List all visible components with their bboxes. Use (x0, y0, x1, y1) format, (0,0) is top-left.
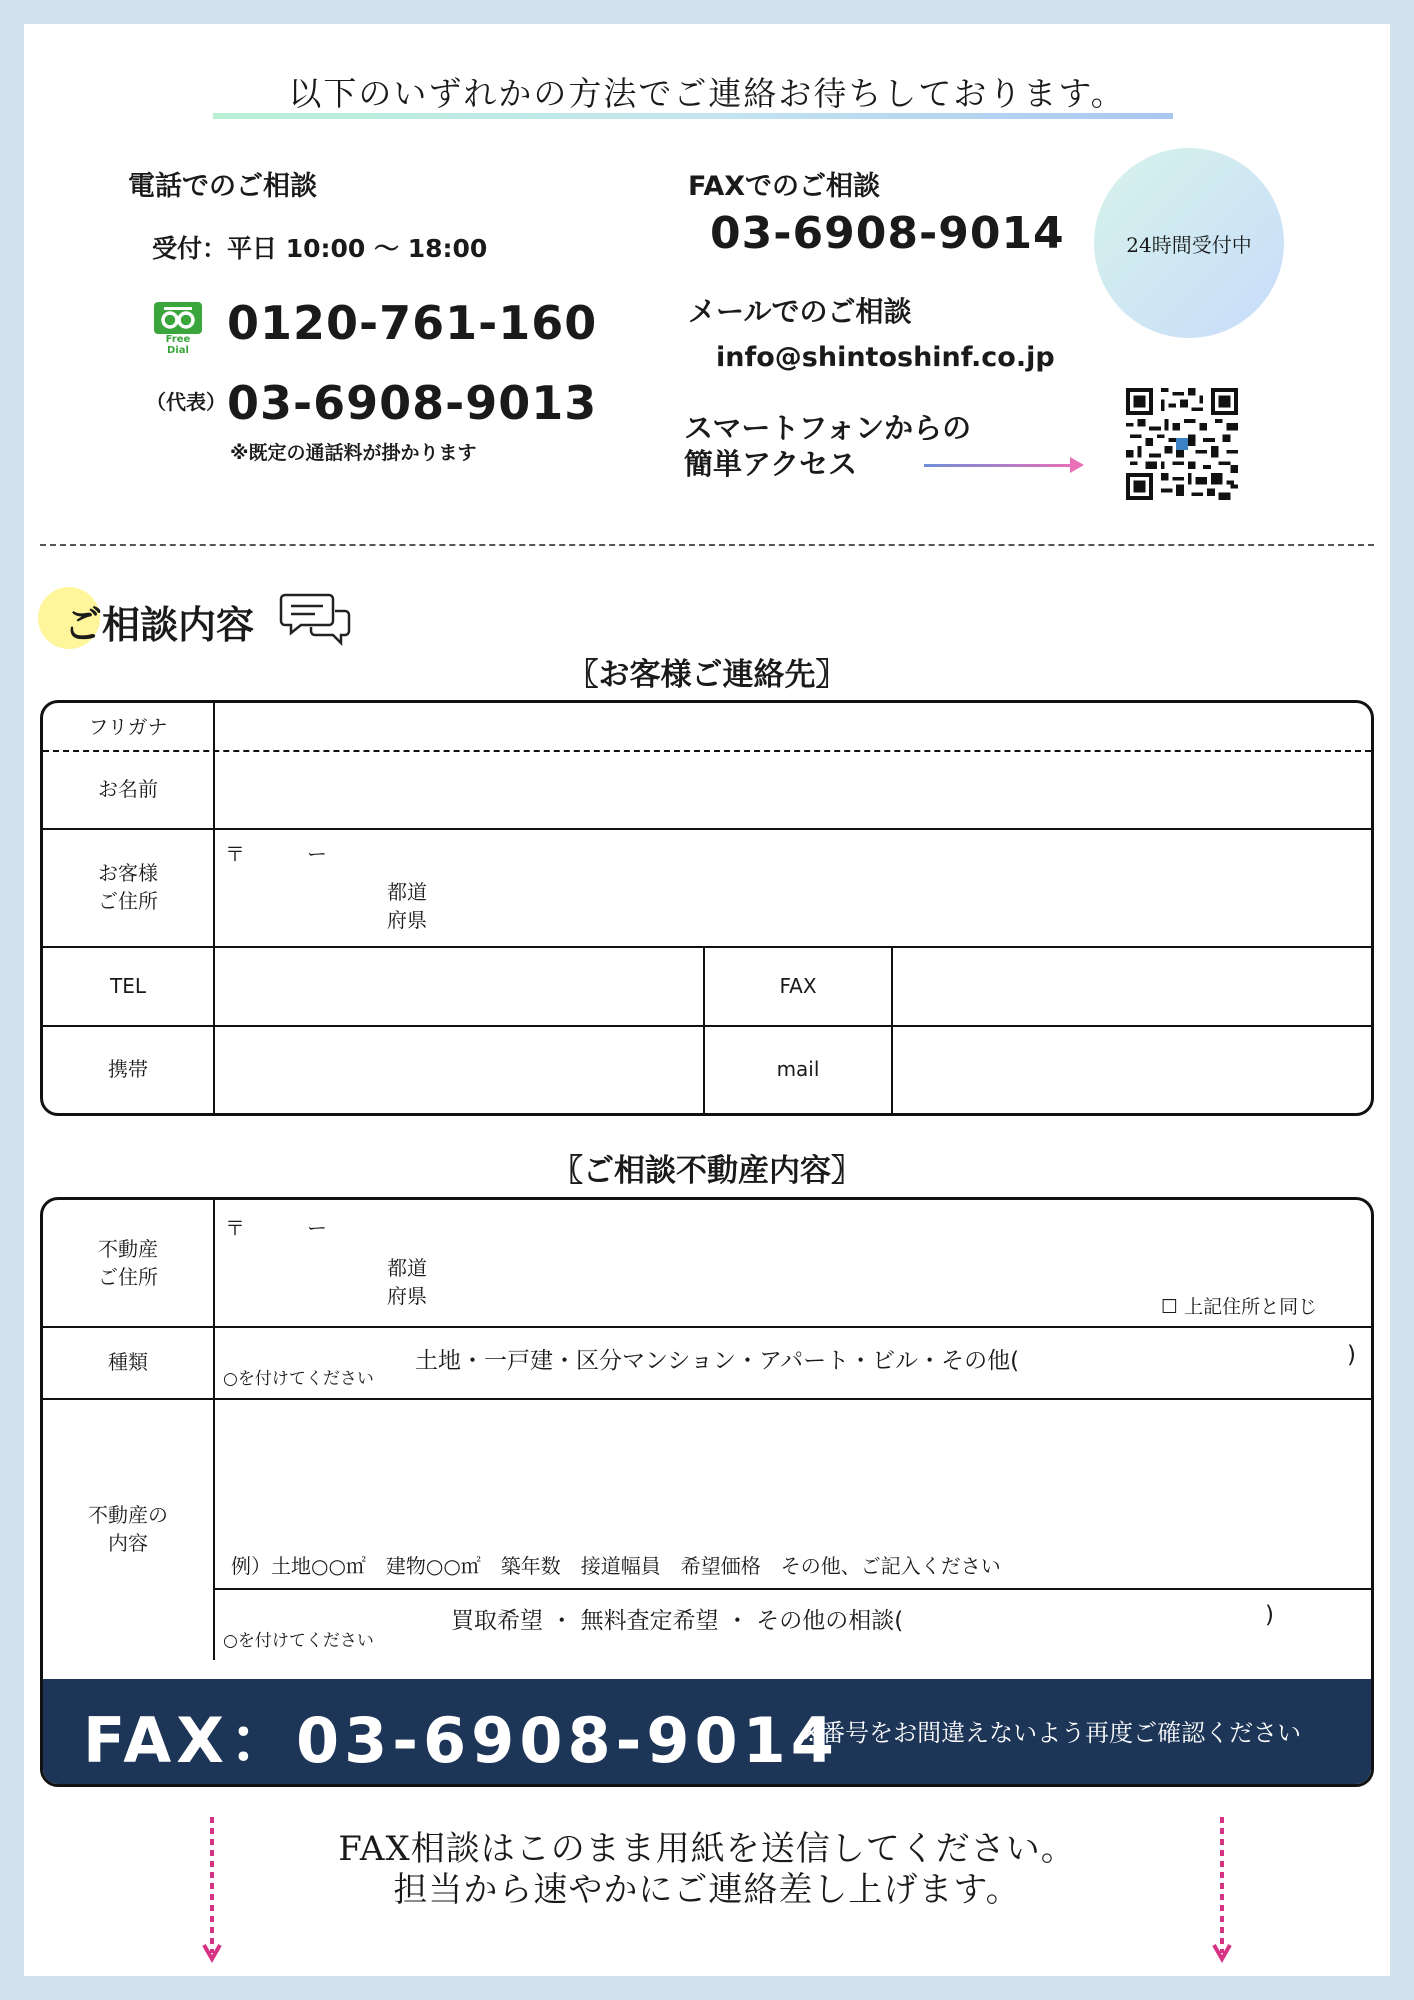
details-example: 例）土地○○㎡ 建物○○㎡ 築年数 接道幅員 希望価格 その他、ご記入ください (231, 1554, 1001, 1578)
fax-banner (43, 1679, 1371, 1784)
type-close-paren: ) (1347, 1342, 1356, 1368)
section-title: ご相談内容 (64, 602, 255, 647)
property-postal-dash: ー (307, 1216, 327, 1240)
address-field[interactable] (215, 830, 1373, 946)
address-label-line1: お客様 (98, 861, 158, 885)
section-separator (40, 544, 1374, 546)
phone-title: 電話でのご相談 (128, 171, 317, 202)
arrow-right-icon (1070, 457, 1084, 473)
address-label (43, 828, 213, 946)
details-label-line1: 不動産の (88, 1503, 168, 1527)
details-label-line2: 内容 (108, 1531, 148, 1555)
chat-bubbles-icon (279, 591, 351, 647)
property-prefecture-line2: 府県 (387, 1284, 427, 1308)
freedial-icon (154, 302, 202, 356)
smartphone-line1: スマートフォンからの (684, 411, 972, 445)
contact-table (40, 700, 1374, 1116)
fax-label: FAX (779, 973, 817, 998)
fax-number: 03-6908-9014 (710, 208, 1065, 259)
details-field[interactable] (215, 1400, 1373, 1588)
postal-dash: ー (307, 842, 327, 866)
freedial-label: Free Dial (165, 334, 191, 356)
furigana-field[interactable] (215, 703, 1373, 750)
mail-address[interactable]: info@shintoshinf.co.jp (716, 342, 1055, 373)
type-label: 種類 (108, 1350, 148, 1374)
fax-field[interactable] (893, 948, 1373, 1025)
mobile-field[interactable] (215, 1027, 703, 1113)
fax-consultation-form (24, 24, 1390, 1976)
request-options: 買取希望 ・ 無料査定希望 ・ その他の相談( (451, 1608, 904, 1634)
intro-text: 以下のいずれかの方法でご連絡お待ちしております。 (288, 74, 1126, 113)
intro-underline (213, 113, 1173, 119)
property-address-field[interactable] (215, 1200, 1373, 1326)
qr-code-icon[interactable] (1126, 388, 1238, 500)
property-heading: 〖ご相談不動産内容〗 (552, 1153, 862, 1189)
property-prefecture-line1: 都道 (387, 1256, 427, 1280)
address-label-line2: ご住所 (98, 889, 158, 913)
fax-banner-note: ※番号をお間違えないよう再度ご確認ください (801, 1719, 1302, 1747)
type-circle-note: ○を付けてください (223, 1369, 374, 1389)
request-close-paren: ) (1265, 1602, 1274, 1628)
property-address-label-line2: ご住所 (98, 1265, 158, 1289)
property-table (40, 1197, 1374, 1787)
name-label: お名前 (98, 777, 158, 801)
request-field[interactable] (215, 1590, 1373, 1660)
arrow-line (924, 464, 1074, 467)
mail-title: メールでのご相談 (688, 295, 912, 328)
closing-line2: 担当から速やかにご連絡差し上げます。 (393, 1869, 1021, 1910)
request-circle-note: ○を付けてください (223, 1631, 374, 1651)
type-field[interactable] (215, 1328, 1373, 1398)
smartphone-line2: 簡単アクセス (684, 447, 858, 482)
same-address-checkbox[interactable]: ☐ 上記住所と同じ (1161, 1296, 1318, 1318)
mail-field[interactable] (893, 1027, 1373, 1113)
mail-label: mail (776, 1057, 820, 1081)
tel-label: TEL (110, 973, 146, 998)
closing-message (24, 1829, 1390, 1911)
type-options: 土地・一戸建・区分マンション・アパート・ビル・その他( (415, 1348, 1020, 1374)
main-number-label: （代表） (146, 390, 226, 414)
fax-banner-number: FAX：03-6908-9014 (83, 1704, 839, 1777)
property-postal-mark: 〒 (225, 1216, 245, 1240)
mobile-label: 携帯 (108, 1057, 148, 1081)
phone-hours: 受付：平日 10:00 〜 18:00 (152, 234, 488, 263)
fax-title: FAXでのご相談 (688, 171, 881, 202)
tel-field[interactable] (215, 948, 703, 1025)
freedial-number: 0120-761-160 (227, 296, 598, 350)
prefecture-line2: 府県 (387, 908, 427, 932)
smartphone-access-text (684, 410, 971, 483)
call-charge-note: ※既定の通話料が掛かります (230, 442, 477, 464)
closing-line1: FAX相談はこのまま用紙を送信してください。 (338, 1829, 1076, 1869)
name-field[interactable] (215, 752, 1373, 828)
main-phone-number: 03-6908-9013 (227, 376, 598, 430)
contact-heading: 〖お客様ご連絡先〗 (567, 657, 847, 693)
24h-badge-text: 24時間受付中 (1126, 232, 1252, 257)
property-address-label-line1: 不動産 (98, 1237, 158, 1261)
postal-mark: 〒 (225, 842, 245, 866)
details-label (43, 1398, 213, 1660)
24h-badge (1094, 148, 1284, 338)
property-address-label (43, 1200, 213, 1326)
prefecture-line1: 都道 (387, 880, 427, 904)
furigana-label: フリガナ (88, 714, 168, 739)
